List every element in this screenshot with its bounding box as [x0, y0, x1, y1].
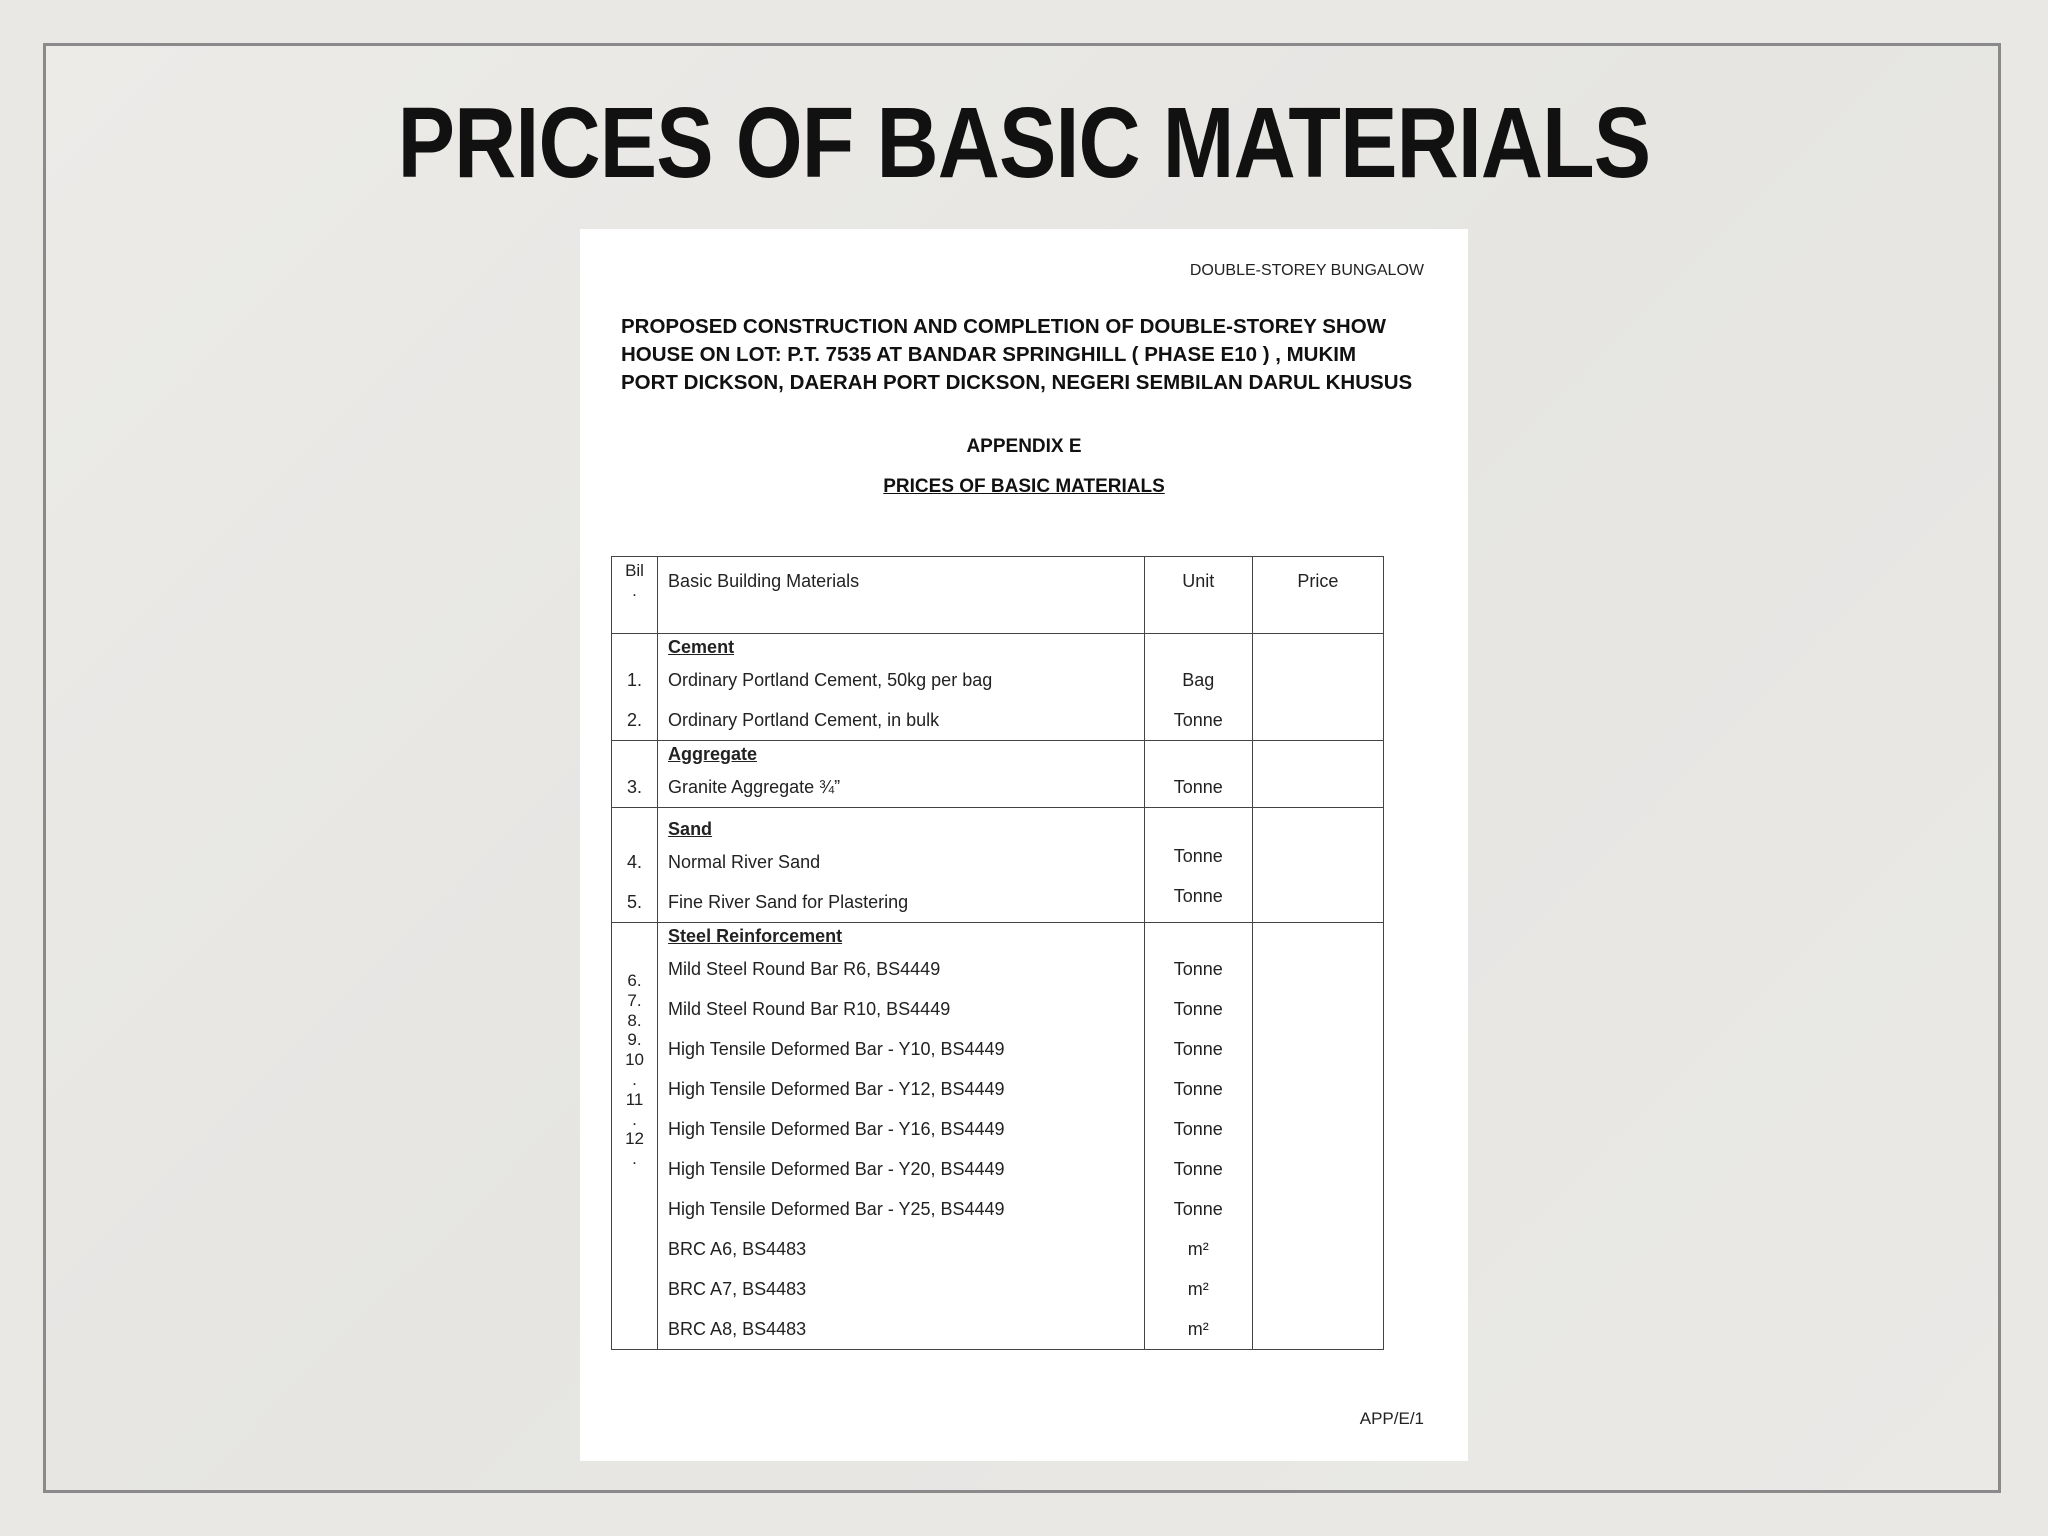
row-number: 11	[625, 1089, 644, 1109]
unit-cell	[1144, 808, 1252, 923]
bil-cell	[612, 808, 658, 923]
row-number: 10	[625, 1050, 644, 1070]
unit-value: Tonne	[1173, 886, 1223, 906]
material-name: High Tensile Deformed Bar - Y10, BS4449	[668, 1039, 1005, 1059]
material-name: Mild Steel Round Bar R6, BS4449	[668, 959, 941, 979]
unit-value: Tonne	[1173, 1159, 1223, 1179]
bil-cell	[612, 741, 658, 808]
slide-title: PRICES OF BASIC MATERIALS	[397, 87, 1651, 199]
unit-value: Tonne	[1173, 777, 1223, 797]
section-steel	[612, 923, 1384, 1350]
material-cell	[658, 808, 1145, 923]
material-name: High Tensile Deformed Bar - Y20, BS4449	[668, 1159, 1005, 1179]
material-name: High Tensile Deformed Bar - Y25, BS4449	[668, 1199, 1005, 1219]
unit-cell	[1144, 634, 1252, 741]
unit-cell	[1144, 741, 1252, 808]
unit-value: Tonne	[1173, 1039, 1223, 1059]
unit-value: Tonne	[1173, 999, 1223, 1019]
unit-value: Tonne	[1173, 1119, 1223, 1139]
bil-cell	[612, 923, 658, 1350]
row-number: .	[632, 1149, 637, 1169]
header-bil	[612, 557, 658, 634]
unit-cell	[1144, 923, 1252, 1350]
material-name: BRC A6, BS4483	[668, 1239, 807, 1259]
row-number: 4.	[627, 852, 643, 872]
material-name: BRC A7, BS4483	[668, 1279, 807, 1299]
price-cell	[1252, 634, 1383, 741]
material-name: Ordinary Portland Cement, in bulk	[668, 710, 940, 730]
material-name: High Tensile Deformed Bar - Y12, BS4449	[668, 1079, 1005, 1099]
row-number: .	[632, 1109, 637, 1129]
row-number: 3.	[627, 777, 643, 797]
unit-value: Bag	[1182, 670, 1215, 690]
section-heading: Sand	[668, 819, 713, 839]
price-cell	[1252, 808, 1383, 923]
material-name: Granite Aggregate ¾”	[668, 777, 841, 797]
row-number: 9.	[627, 1030, 642, 1050]
header-unit: Unit	[1144, 557, 1252, 634]
unit-value: Tonne	[1173, 1199, 1223, 1219]
section-cement	[612, 634, 1384, 741]
document-page	[580, 229, 1468, 1461]
header-bil-text: Bil	[625, 561, 644, 580]
appendix-label: APPENDIX E	[966, 436, 1082, 457]
material-name: Fine River Sand for Plastering	[668, 892, 909, 912]
header-bil-dot: .	[632, 581, 637, 600]
material-name: Mild Steel Round Bar R10, BS4449	[668, 999, 951, 1019]
unit-value: m²	[1187, 1279, 1209, 1299]
materials-table	[611, 556, 1384, 1350]
project-line: PROPOSED CONSTRUCTION AND COMPLETION OF DOUBLE-STOREY SHOW	[621, 315, 1386, 338]
section-heading: Aggregate	[668, 744, 758, 764]
header-material: Basic Building Materials	[658, 557, 1145, 634]
row-number: 12	[625, 1129, 644, 1149]
unit-value: m²	[1187, 1319, 1209, 1339]
section-heading: Cement	[668, 637, 735, 657]
unit-value: Tonne	[1173, 710, 1223, 730]
material-cell	[658, 741, 1145, 808]
section-heading: Steel Reinforcement	[668, 926, 843, 946]
price-cell	[1252, 923, 1383, 1350]
unit-value: m²	[1187, 1239, 1209, 1259]
project-line: PORT DICKSON, DAERAH PORT DICKSON, NEGERI SEMBILAN DARUL KHUSUS	[621, 371, 1413, 394]
project-line: HOUSE ON LOT: P.T. 7535 AT BANDAR SPRINGHILL ( PHASE E10 ) , MUKIM	[621, 343, 1357, 366]
row-number: 6.	[627, 971, 642, 990]
row-number: 7.	[627, 990, 642, 1010]
unit-value: Tonne	[1173, 959, 1223, 979]
document-subtitle: PRICES OF BASIC MATERIALS	[883, 476, 1165, 497]
bil-cell	[612, 634, 658, 741]
header-price: Price	[1252, 557, 1383, 634]
row-number: 8.	[627, 1010, 642, 1030]
document-header: DOUBLE-STOREY BUNGALOW	[1189, 262, 1424, 279]
material-cell	[658, 634, 1145, 741]
unit-value: Tonne	[1173, 1079, 1223, 1099]
material-name: BRC A8, BS4483	[668, 1319, 807, 1339]
material-name: Ordinary Portland Cement, 50kg per bag	[668, 670, 993, 690]
row-number: 1.	[627, 670, 643, 690]
row-number: 2.	[627, 710, 643, 730]
project-description	[621, 313, 1421, 397]
price-cell	[1252, 741, 1383, 808]
table-header-row	[612, 557, 1384, 634]
row-number: 5.	[627, 892, 643, 912]
unit-value: Tonne	[1173, 846, 1223, 866]
material-cell	[658, 923, 1145, 1350]
row-number: .	[632, 1069, 637, 1089]
document-footer: APP/E/1	[1359, 1409, 1424, 1428]
section-sand	[612, 808, 1384, 923]
section-aggregate	[612, 741, 1384, 808]
material-name: Normal River Sand	[668, 852, 821, 872]
material-name: High Tensile Deformed Bar - Y16, BS4449	[668, 1119, 1005, 1139]
